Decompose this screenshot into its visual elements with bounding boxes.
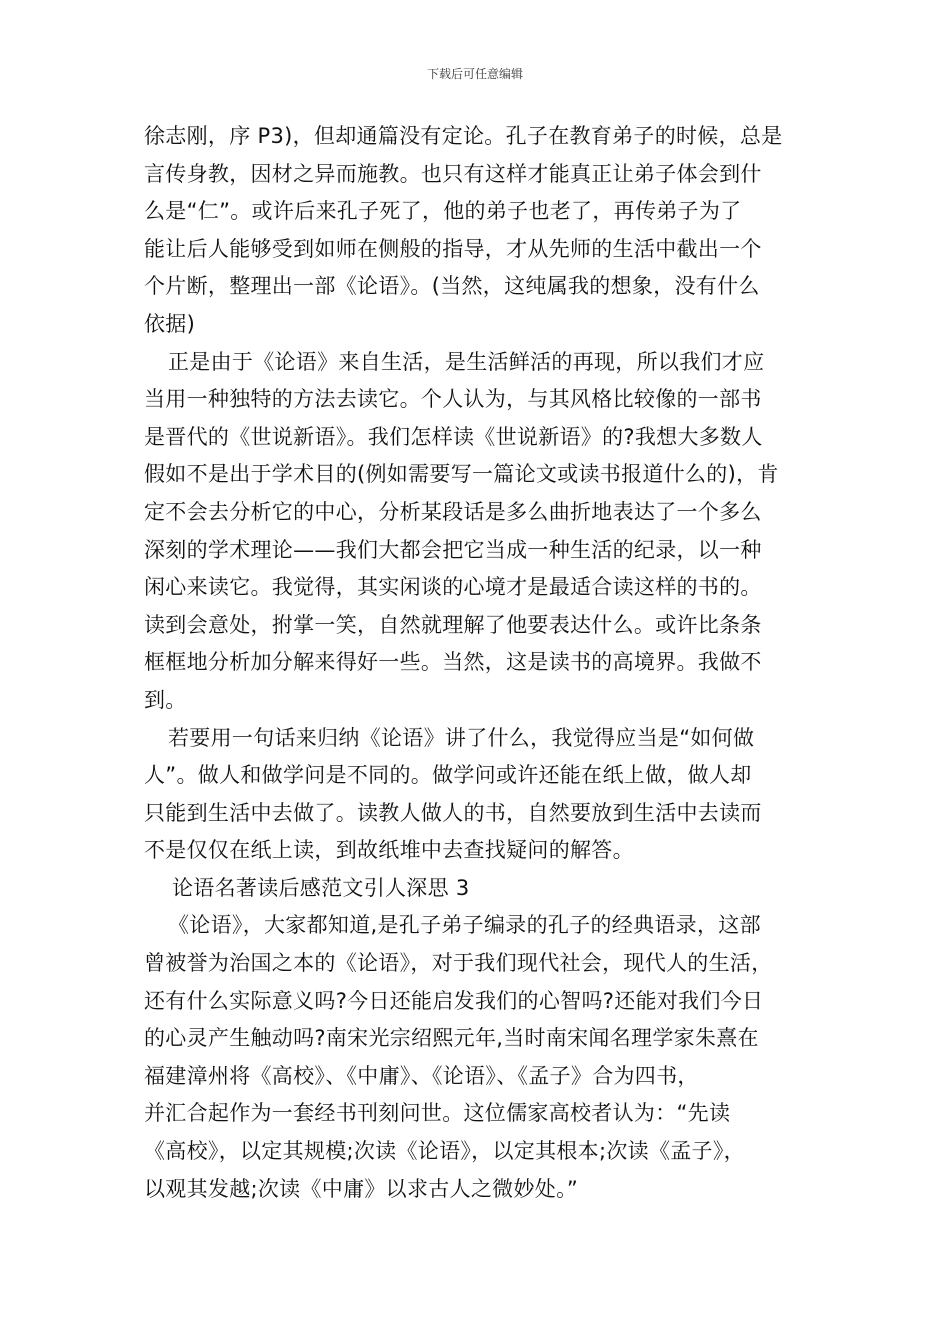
text-line: 能让后人能够受到如师在侧般的指导，才从先师的生活中截出一个	[144, 236, 762, 261]
text-line: 人”。做人和做学问是不同的。做学问或许还能在纸上做，做人却	[144, 763, 752, 788]
text-line: 不是仅仅在纸上读，到故纸堆中去查找疑问的解答。	[144, 838, 634, 863]
text-line: 《论语》，大家都知道,是孔子弟子编录的孔子的经典语录，这部	[168, 913, 761, 938]
text-line: 徐志刚，序 P3)，但却通篇没有定论。孔子在教育弟子的时候，总是	[144, 124, 783, 148]
text-line: 言传身教，因材之异而施教。也只有这样才能真正让弟子体会到什	[144, 161, 762, 186]
section-heading: 论语名著读后感范文引人深思 3	[172, 875, 470, 900]
body-text	[144, 118, 844, 1208]
text-line: 个片断，整理出一部《论语》。(当然，这纯属我的想象，没有什么	[144, 274, 760, 299]
text-line: 么是“仁”。或许后来孔子死了，他的弟子也老了，再传弟子为了	[144, 199, 742, 224]
text-line: 《高校》，以定其规模;次读《论语》，以定其根本;次读《孟子》，	[144, 1139, 745, 1164]
page-header: 下载后可任意编辑	[426, 67, 523, 81]
text-line: 深刻的学术理论——我们大都会把它当成一种生活的纪录，以一种	[144, 537, 762, 562]
text-line: 只能到生活中去做了。读教人做人的书，自然要放到生活中去读而	[144, 800, 762, 825]
text-line: 曾被誉为治国之本的《论语》，对于我们现代社会，现代人的生活，	[144, 951, 773, 976]
text-line: 依据)	[144, 311, 196, 336]
text-line: 假如不是出于学术目的(例如需要写一篇论文或读书报道什么的)，肯	[144, 462, 779, 487]
text-line: 若要用一句话来归纳《论语》讲了什么，我觉得应当是“如何做	[168, 725, 755, 750]
text-line: 闲心来读它。我觉得，其实闲谈的心境才是最适合读这样的书的。	[144, 575, 762, 600]
text-line: 福建漳州将《高校》、《中庸》、《论语》、《孟子》合为四书，	[144, 1063, 699, 1088]
text-line: 是晋代的《世说新语》。我们怎样读《世说新语》的?我想大多数人	[144, 424, 763, 449]
text-line: 以观其发越;次读《中庸》以求古人之微妙处。”	[144, 1176, 579, 1201]
text-line: 的心灵产生触动吗?南宋光宗绍熙元年,当时南宋闻名理学家朱熹在	[144, 1026, 759, 1051]
text-line: 定不会去分析它的中心，分析某段话是多么曲折地表达了一个多么	[144, 499, 762, 524]
text-line: 并汇合起作为一套经书刊刻问世。这位儒家高校者认为：“先读	[144, 1101, 731, 1126]
text-line: 还有什么实际意义吗?今日还能启发我们的心智吗?还能对我们今日	[144, 988, 764, 1013]
text-line: 正是由于《论语》来自生活，是生活鲜活的再现，所以我们才应	[168, 349, 765, 374]
text-line: 到。	[144, 687, 187, 712]
text-line: 框框地分析加分解来得好一些。当然，这是读书的高境界。我做不	[144, 650, 762, 675]
text-line: 读到会意处，拊掌一笑，自然就理解了他要表达什么。或许比条条	[144, 612, 762, 637]
text-line: 当用一种独特的方法去读它。个人认为，与其风格比较像的一部书	[144, 387, 762, 412]
